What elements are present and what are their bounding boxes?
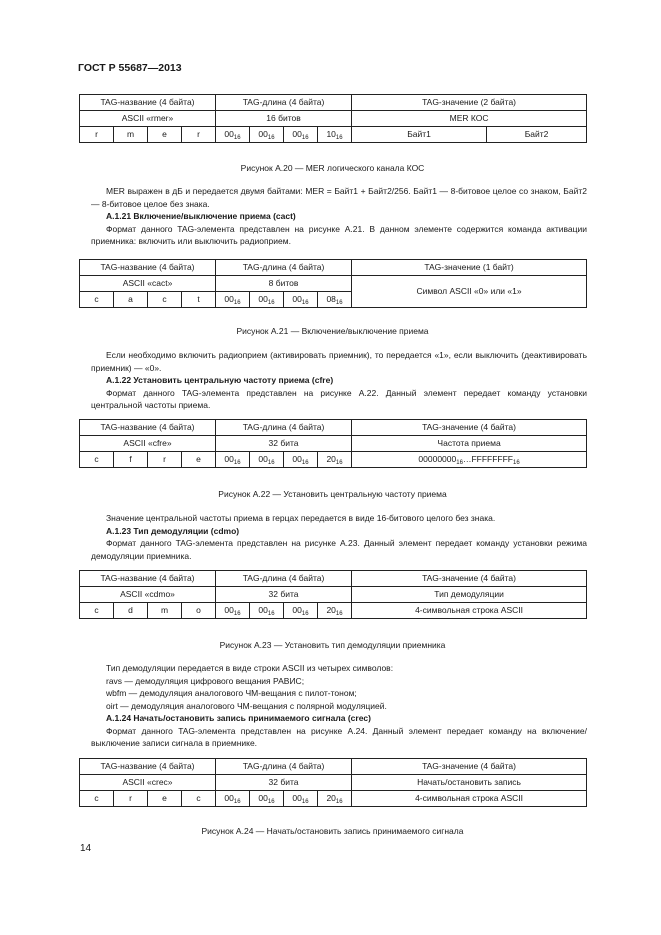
value-cell: Символ ASCII «0» или «1»	[352, 276, 587, 308]
length-value: 32 бита	[216, 587, 352, 603]
char-cell: a	[114, 292, 148, 308]
char-cell: r	[80, 127, 114, 143]
value-cell: 4-символьная строка ASCII	[352, 603, 587, 619]
char-cell: o	[182, 603, 216, 619]
section-heading: А.1.22 Установить центральную частоту приема (cfre)	[106, 375, 334, 385]
byte-cell: $00_{16}$	[250, 452, 284, 468]
header-tag-length: TAG-длина (4 байта)	[216, 759, 352, 775]
char-cell: e	[148, 791, 182, 807]
tag-table-a24	[79, 758, 587, 807]
byte-cell: $00_{16}$	[284, 292, 318, 308]
byte-cell: $00_{16}$	[216, 292, 250, 308]
value-byte1: Байт1	[352, 127, 487, 143]
header-tag-value: TAG-значение (2 байта)	[352, 95, 587, 111]
section-heading: А.1.23 Тип демодуляции (cdmo)	[106, 525, 240, 536]
header-tag-name: TAG-название (4 байта)	[80, 95, 216, 111]
byte-cell: $00_{16}$	[216, 127, 250, 143]
figure-caption-a22: Рисунок А.22 — Установить центральную частоту приема	[218, 489, 447, 499]
length-value: 8 битов	[216, 276, 352, 292]
header-tag-value: TAG-значение (1 байт)	[352, 260, 587, 276]
char-cell: m	[148, 603, 182, 619]
ascii-name: ASCII «cdmo»	[80, 587, 216, 603]
byte-cell: $00_{16}$	[250, 292, 284, 308]
value-title: Частота приема	[352, 436, 587, 452]
char-cell: c	[80, 791, 114, 807]
header-tag-value: TAG-значение (4 байта)	[352, 759, 587, 775]
header-tag-length: TAG-длина (4 байта)	[216, 571, 352, 587]
char-cell: r	[182, 127, 216, 143]
byte-cell: $20_{16}$	[318, 791, 352, 807]
char-cell: e	[182, 452, 216, 468]
page-number: 14	[80, 843, 92, 854]
char-cell: c	[182, 791, 216, 807]
char-cell: c	[80, 452, 114, 468]
byte-cell: $00_{16}$	[250, 127, 284, 143]
header-tag-length: TAG-длина (4 байта)	[216, 420, 352, 436]
char-cell: f	[114, 452, 148, 468]
byte-cell: $20_{16}$	[318, 603, 352, 619]
tag-table-a23	[79, 570, 587, 619]
byte-cell: $00_{16}$	[284, 603, 318, 619]
header-tag-name: TAG-название (4 байта)	[80, 420, 216, 436]
text-block-3	[91, 512, 587, 562]
char-cell: c	[80, 603, 114, 619]
char-cell: c	[148, 292, 182, 308]
byte-cell: $00_{16}$	[284, 791, 318, 807]
value-cell: 4-символьная строка ASCII	[352, 791, 587, 807]
paragraph: Формат данного TAG-элемента представлен на рисунке А.23. Данный элемент передает команду установки режима демодуляции приемника.	[91, 538, 587, 561]
paragraph: Значение центральной частоты приема в герцах передается в виде 16-битового целого без знака.	[106, 513, 496, 523]
value-title: Начать/остановить запись	[352, 775, 587, 791]
byte-cell: $00_{16}$	[216, 791, 250, 807]
paragraph: MER выражен в дБ и передается двумя байтами: MER = Байт1 + Байт2/256. Байт1 — 8-битовое целое со знаком, Байт2 — 8-битовое целое без знака.	[91, 186, 587, 209]
document-header: ГОСТ Р 55687—2013	[78, 62, 182, 74]
header-tag-name: TAG-название (4 байта)	[80, 571, 216, 587]
ascii-name: ASCII «rmer»	[80, 111, 216, 127]
section-heading: А.1.24 Начать/остановить запись принимаемого сигнала (crec)	[106, 713, 371, 723]
figure-caption-a23: Рисунок А.23 — Установить тип демодуляции приемника	[219, 640, 446, 650]
tag-table-a20	[79, 94, 587, 143]
text-block-2	[91, 349, 587, 412]
value-title: MER КОС	[352, 111, 587, 127]
text-block-4	[91, 662, 587, 750]
value-range: $00000000_{16}\dots FFFFFFFF_{16}$	[352, 452, 587, 468]
byte-cell: $08_{16}$	[318, 292, 352, 308]
length-value: 32 бита	[216, 436, 352, 452]
char-cell: t	[182, 292, 216, 308]
figure-caption-a20: Рисунок А.20 — MER логического канала КОС	[240, 163, 425, 173]
header-tag-length: TAG-длина (4 байта)	[216, 260, 352, 276]
char-cell: r	[148, 452, 182, 468]
ascii-name: ASCII «cact»	[80, 276, 216, 292]
byte-cell: $00_{16}$	[216, 603, 250, 619]
tag-table-a21	[79, 259, 587, 308]
list-item: ravs — демодуляция цифрового вещания РАВИС;	[106, 675, 305, 686]
byte-cell: $00_{16}$	[250, 791, 284, 807]
byte-cell: $10_{16}$	[318, 127, 352, 143]
figure-caption-a21: Рисунок А.21 — Включение/выключение приема	[236, 326, 429, 336]
value-byte2: Байт2	[487, 127, 587, 143]
byte-cell: $00_{16}$	[284, 127, 318, 143]
byte-cell: $00_{16}$	[216, 452, 250, 468]
list-item: wbfm — демодуляция аналогового ЧМ-вещания с пилот-тоном;	[106, 688, 357, 698]
length-value: 16 битов	[216, 111, 352, 127]
text-block-1	[91, 185, 587, 248]
char-cell: c	[80, 292, 114, 308]
char-cell: e	[148, 127, 182, 143]
byte-cell: $20_{16}$	[318, 452, 352, 468]
paragraph: Тип демодуляции передается в виде строки ASCII из четырех символов:	[106, 663, 394, 673]
char-cell: d	[114, 603, 148, 619]
ascii-name: ASCII «crec»	[80, 775, 216, 791]
paragraph: Формат данного TAG-элемента представлен на рисунке А.22. Данный элемент передает команду установки центральной частоты приема.	[91, 387, 587, 410]
char-cell: r	[114, 791, 148, 807]
figure-caption-a24: Рисунок А.24 — Начать/остановить запись принимаемого сигнала	[201, 826, 464, 836]
ascii-name: ASCII «cfre»	[80, 436, 216, 452]
length-value: 32 бита	[216, 775, 352, 791]
header-tag-value: TAG-значение (4 байта)	[352, 420, 587, 436]
header-tag-name: TAG-название (4 байта)	[80, 759, 216, 775]
byte-cell: $00_{16}$	[284, 452, 318, 468]
header-tag-name: TAG-название (4 байта)	[80, 260, 216, 276]
value-title: Тип демодуляции	[352, 587, 587, 603]
list-item: oirt — демодуляция аналогового ЧМ-вещания с полярной модуляцией.	[106, 700, 387, 711]
paragraph: Формат данного TAG-элемента представлен на рисунке А.24. Данный элемент передает команду на включение/выключение записи сигнала в приемнике.	[91, 725, 587, 748]
char-cell: m	[114, 127, 148, 143]
header-tag-value: TAG-значение (4 байта)	[352, 571, 587, 587]
section-heading: А.1.21 Включение/выключение приема (cact)	[106, 211, 296, 221]
tag-table-a22	[79, 419, 587, 468]
paragraph: Если необходимо включить радиоприем (активировать приемник), то передается «1», если выключить (деактивировать приемник) — «0».	[91, 350, 587, 373]
paragraph: Формат данного TAG-элемента представлен на рисунке А.21. В данном элементе содержится команда активации приемника: включить или выключить радиоприем.	[91, 223, 587, 246]
header-tag-length: TAG-длина (4 байта)	[216, 95, 352, 111]
byte-cell: $00_{16}$	[250, 603, 284, 619]
